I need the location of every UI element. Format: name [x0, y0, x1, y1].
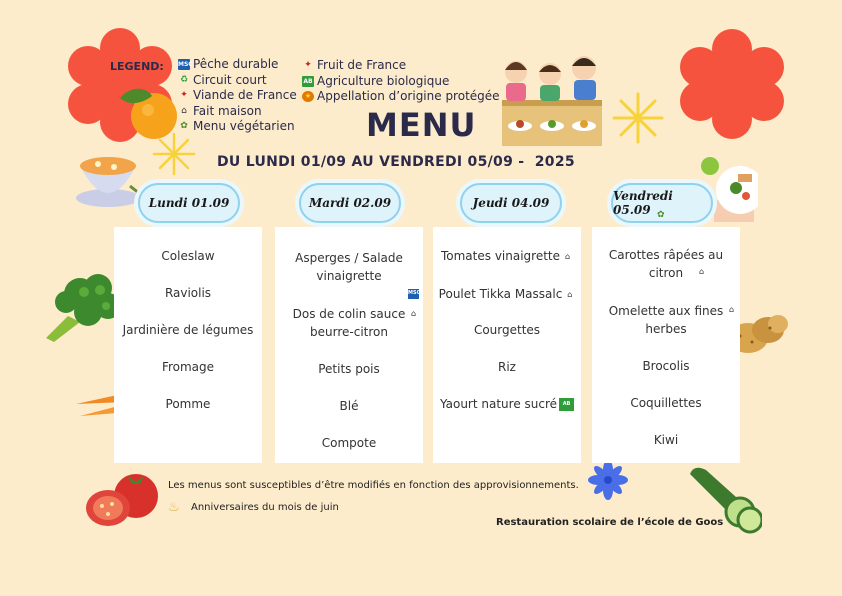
- menu-item: Coleslaw: [161, 249, 215, 263]
- menu-item: Pomme: [165, 397, 211, 411]
- menu-item: Tomates vinaigrette ⌂: [433, 247, 581, 265]
- legend-item: ⌂ Fait maison: [178, 104, 297, 120]
- change-notice: Les menus sont susceptibles d’être modifiés en fonction des approvisionnements.: [168, 480, 579, 491]
- broccoli-icon: [40, 272, 124, 344]
- legend-title: LEGEND:: [110, 60, 164, 73]
- menu-item: Poulet Tikka Massalc ⌂: [433, 285, 581, 303]
- menu-item: Kiwi: [653, 433, 679, 447]
- legend-item: ★ Appellation d’origine protégée: [302, 89, 500, 105]
- legend-right: [302, 58, 500, 105]
- organic-ab-icon: AB: [303, 77, 313, 85]
- menu-period: DU LUNDI 01/09 AU VENDREDI 05/09 - 2025: [217, 154, 575, 170]
- legend-left: [178, 57, 297, 135]
- day-column-jeudi: [433, 227, 581, 463]
- menu-item: Brocolis: [642, 359, 690, 373]
- aop-icon: ★: [302, 91, 314, 102]
- menu-item: Riz: [498, 360, 516, 374]
- footer-school-name: Restauration scolaire de l’école de Goos: [496, 517, 724, 528]
- day-label-mardi: Mardi 02.09: [299, 183, 401, 223]
- viande-de-france-icon: ✦: [180, 90, 188, 101]
- menu-item: Yaourt nature sucré AB: [433, 395, 581, 413]
- legend-item: MSC Pêche durable: [178, 57, 279, 71]
- msc-icon: MSC: [178, 61, 193, 69]
- soup-bowl-icon: [74, 150, 144, 210]
- msc-icon: MSC: [408, 289, 419, 299]
- day-label-lundi: Lundi 01.09: [138, 183, 240, 223]
- organic-ab-icon: AB: [559, 398, 574, 411]
- fait-maison-icon: ⌂: [181, 105, 187, 116]
- menu-item: Blé: [339, 399, 359, 413]
- fait-maison-icon: ⌂: [567, 289, 573, 299]
- day-label-jeudi: Jeudi 04.09: [460, 183, 562, 223]
- fruit-de-france-icon: ✦: [304, 60, 312, 71]
- menu-item: Carottes râpées au citron: [608, 248, 724, 280]
- kids-eating-illustration: [498, 50, 606, 148]
- page-title: MENU: [366, 106, 477, 144]
- day-column-mardi: [275, 227, 423, 463]
- day-label-vendredi: Vendredi 05.09: [611, 183, 713, 223]
- sparkle-left-icon: [150, 130, 198, 178]
- tomatoes-icon: [84, 470, 160, 530]
- fait-maison-icon: ⌂: [410, 309, 417, 318]
- legend-item: ✦ Fruit de France: [302, 58, 500, 74]
- legend-item: ✿ Menu végétarien: [178, 119, 297, 135]
- menu-item: Compote: [321, 436, 377, 450]
- menu-item: Fromage: [161, 360, 215, 374]
- vegetarian-icon: ✿: [180, 121, 188, 132]
- blue-flower-icon: [588, 460, 628, 500]
- menu-item: Jardinière de légumes: [122, 323, 254, 337]
- fait-maison-icon: ⌂: [728, 305, 735, 314]
- day-column-lundi: [114, 227, 262, 463]
- menu-item: Asperges / Salade vinaigrette: [295, 251, 403, 283]
- legend-item: ♻ Circuit court: [179, 72, 267, 87]
- red-flower-right-icon: [674, 27, 790, 141]
- menu-item: Dos de colin sauce beurre-citron: [292, 307, 406, 339]
- menu-item: Coquillettes: [630, 396, 702, 410]
- birthday-cake-icon: ♨: [168, 500, 180, 515]
- menu-item: Petits pois: [318, 362, 380, 376]
- legend-item: AB Agriculture biologique: [303, 73, 450, 88]
- menu-item: Omelette aux fines herbes: [608, 304, 724, 336]
- circuit-court-icon: ♻: [179, 74, 189, 85]
- legend-item: ✦ Viande de France: [178, 88, 297, 104]
- menu-item: Raviolis: [164, 286, 212, 300]
- vegetarian-icon: ✿: [657, 210, 665, 220]
- menu-item: Courgettes: [473, 323, 541, 337]
- birthday-note: Anniversaires du mois de juin: [191, 502, 339, 513]
- fait-maison-icon: ⌂: [698, 267, 705, 276]
- sparkle-right-icon: [610, 90, 666, 146]
- fait-maison-icon: ⌂: [564, 251, 571, 261]
- day-column-vendredi: [592, 227, 740, 463]
